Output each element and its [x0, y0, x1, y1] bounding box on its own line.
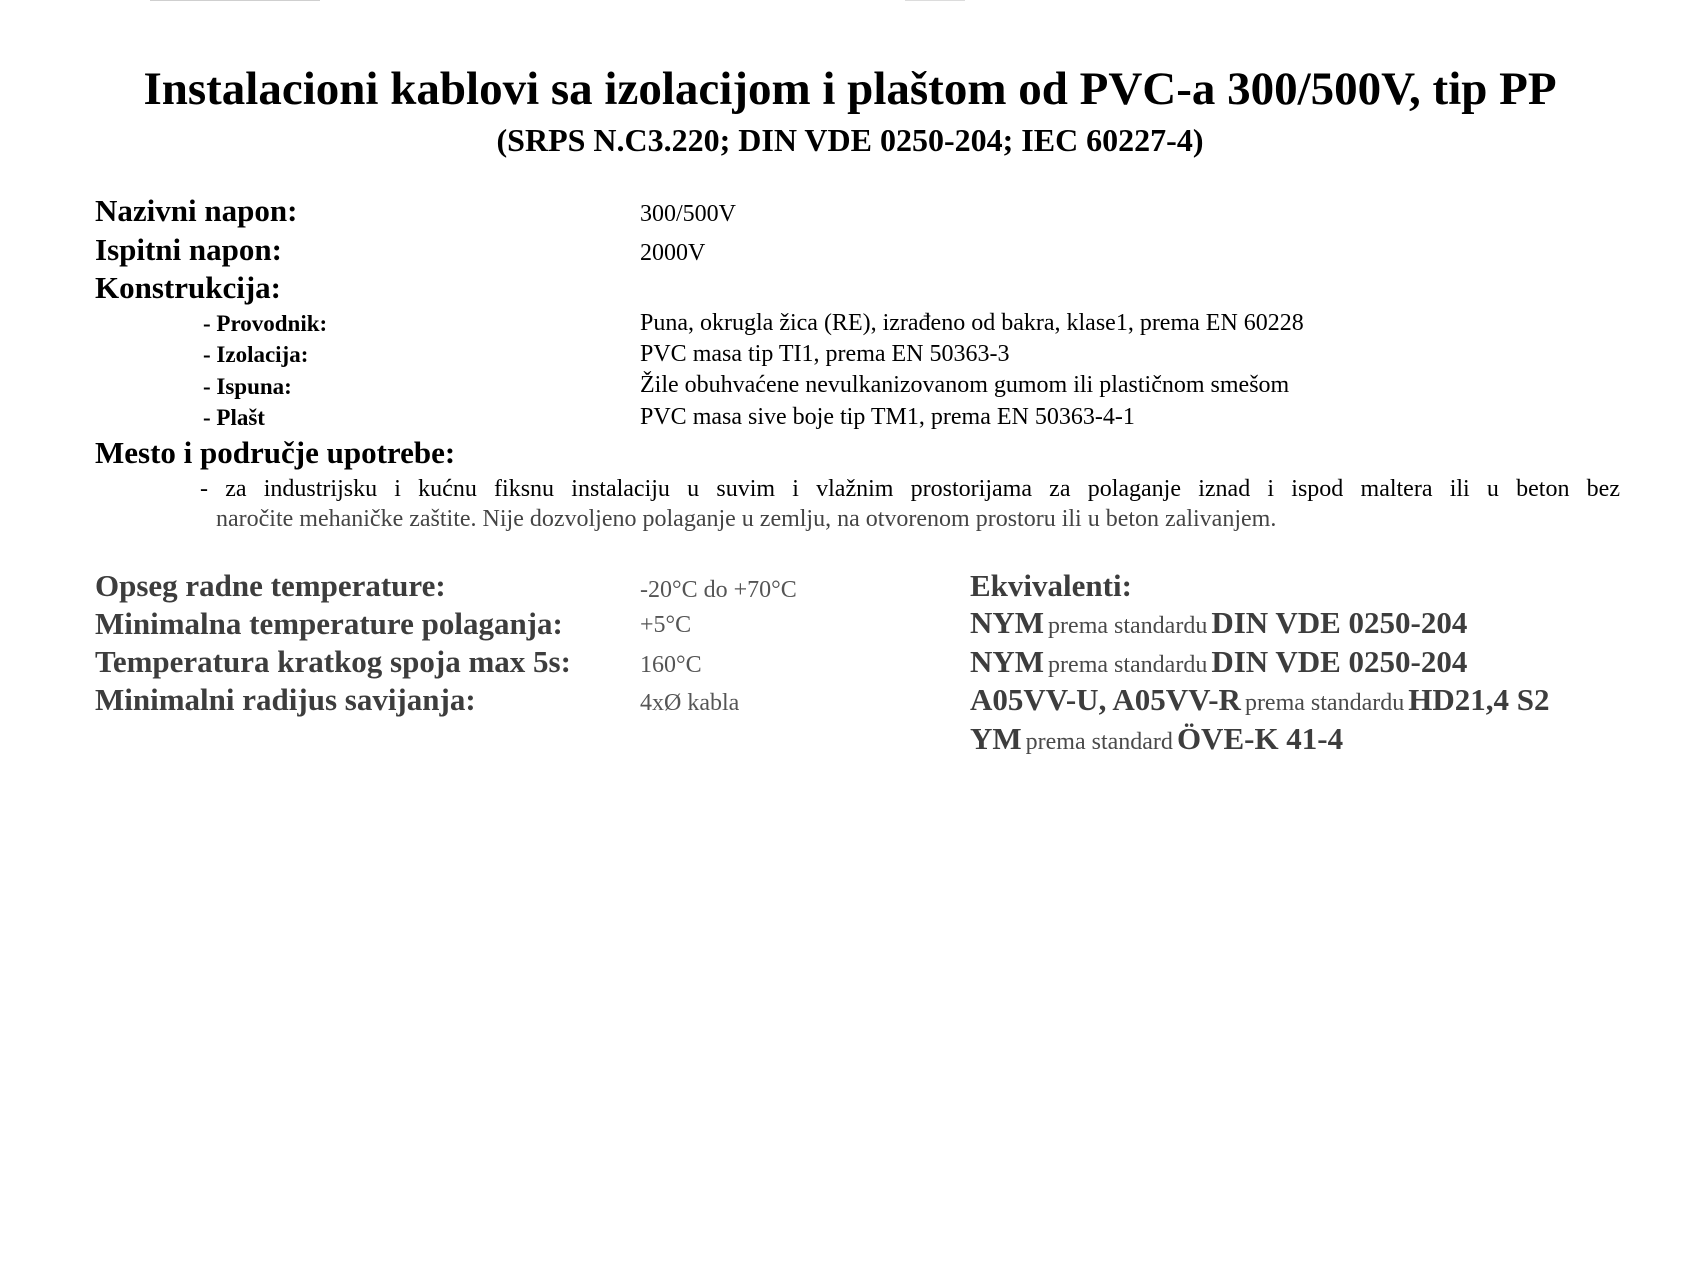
ispuna-value: Žile obuhvaćene nevulkanizovanom gumom ili plastičnom smešom	[640, 372, 1290, 398]
plast-label: - Plašt	[203, 405, 265, 430]
ekvivalent-prema: prema standardu	[1048, 652, 1208, 678]
ekvivalent-row	[970, 605, 1467, 641]
ekvivalent-row	[970, 682, 1549, 718]
ekvivalent-prema: prema standard	[1025, 729, 1173, 755]
document-title: Instalacioni kablovi sa izolacijom i plaštom od PVC-a 300/500V, tip PP	[143, 63, 1557, 115]
ispitni-napon-value: 2000V	[640, 240, 706, 266]
top-edge-mark	[150, 0, 320, 1]
opseg-temperature-label: Opseg radne temperature:	[95, 568, 446, 603]
min-temp-polaganja-value: +5°C	[640, 612, 692, 638]
ispuna-label: - Ispuna:	[203, 374, 292, 399]
ekvivalent-standard: ÖVE-K 41-4	[1176, 721, 1344, 756]
ekvivalent-prema: prema standardu	[1244, 690, 1405, 716]
document-subtitle: (SRPS N.C3.220; DIN VDE 0250-204; IEC 60227-4)	[496, 122, 1204, 158]
plast-value: PVC masa sive boje tip TM1, prema EN 50363-4-1	[640, 404, 1135, 430]
ispitni-napon-label: Ispitni napon:	[95, 232, 282, 267]
ekvivalent-row	[970, 721, 1343, 757]
temp-kratkog-spoja-label: Temperatura kratkog spoja max 5s:	[95, 644, 571, 679]
izolacija-value: PVC masa tip TI1, prema EN 50363-3	[640, 341, 1010, 367]
ekvivalent-standard: DIN VDE 0250-204	[1211, 644, 1468, 679]
min-radijus-label: Minimalni radijus savijanja:	[95, 682, 476, 717]
min-radijus-value: 4xØ kabla	[640, 690, 740, 716]
upotreba-text	[200, 474, 1620, 534]
ekvivalent-standard: DIN VDE 0250-204	[1211, 605, 1468, 640]
ekvivalent-prema: prema standardu	[1048, 613, 1208, 639]
min-temp-polaganja-label: Minimalna temperature polaganja:	[95, 606, 563, 641]
upotreba-line-1: - za industrijsku i kućnu fiksnu instalaciju u suvim i vlažnim prostorijama za polaganje iznad i ispod maltera ili u beton bez	[200, 476, 1620, 502]
ekvivalent-row	[970, 644, 1467, 680]
ekvivalent-code: NYM	[970, 644, 1045, 679]
upotreba-line-2: naročite mehaničke zaštite. Nije dozvoljeno polaganje u zemlju, na otvorenom prostoru ili u beton zalivanjem.	[216, 506, 1277, 532]
ekvivalent-code: YM	[970, 721, 1022, 756]
ekvivalent-code: A05VV-U, A05VV-R	[970, 682, 1241, 717]
konstrukcija-label: Konstrukcija:	[95, 270, 281, 305]
ekvivalent-code: NYM	[970, 605, 1045, 640]
provodnik-label: - Provodnik:	[203, 311, 328, 336]
ekvivalent-standard: HD21,4 S2	[1408, 682, 1550, 717]
nazivni-napon-value: 300/500V	[640, 201, 736, 227]
ekvivalenti-label: Ekvivalenti:	[970, 568, 1132, 603]
upotreba-label: Mesto i područje upotrebe:	[95, 435, 456, 470]
top-edge-mark	[905, 0, 965, 1]
nazivni-napon-label: Nazivni napon:	[95, 193, 298, 228]
provodnik-value: Puna, okrugla žica (RE), izrađeno od bakra, klase1, prema EN 60228	[640, 310, 1304, 336]
opseg-temperature-value: -20°C do +70°C	[640, 577, 797, 603]
izolacija-label: - Izolacija:	[203, 342, 309, 367]
temp-kratkog-spoja-value: 160°C	[640, 652, 702, 678]
